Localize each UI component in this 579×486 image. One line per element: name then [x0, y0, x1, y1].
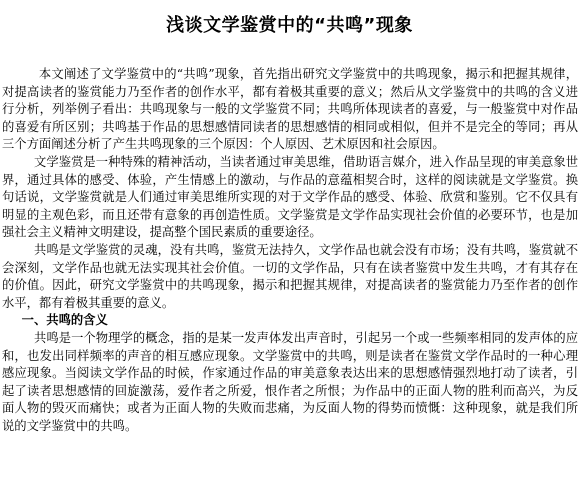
- document-title: 浅谈文学鉴赏中的“共鸣”现象: [166, 15, 413, 36]
- document-body: [2, 66, 578, 435]
- section-heading: 一、共鸣的含义: [21, 313, 108, 328]
- section-paragraph: 共鸣是一个物理学的概念，指的是某一发声体发出声音时，引起另一个或一些频率相同的发声体的应和，也发出同样频率的声音的相互感应现象。文学鉴赏中的共鸣，则是读者在鉴赏文学作品时的一种心理感应现象。当阅读文学作品的时候，作家通过作品的审美意象表达出来的思想感情强烈地打动了读者，引起了读者思想感情的回旋激荡，爱作者之所爱，恨作者之所恨；为作品中的正面人物的胜利而高兴，为反面人物的毁灭而痛快；或者为正面人物的失败而悲痛，为反面人物的得势而愤慨：这种现象，就是我们所说的文学鉴赏中的共鸣。: [2, 330, 578, 433]
- body-paragraph: 文学鉴赏是一种特殊的精神活动，当读者通过审美思维，借助语言媒介，进入作品呈现的审美意象世界，通过具体的感受、体验，产生情感上的激动，与作品的意蕴相契合时，这样的阅读就是文学鉴赏。换句话说，文学鉴赏就是人们通过审美思维所实现的对于文学作品的感受、体验、欣赏和鉴别。它不仅具有明显的主观色彩，而且还带有意象的再创造性质。文学鉴赏是文学作品实现社会价值的必要环节，也是加强社会主义精神文明建设，提高整个国民素质的重要途径。: [2, 154, 578, 240]
- body-paragraph: 共鸣是文学鉴赏的灵魂，没有共鸣，鉴赏无法持久，文学作品也就会没有市场；没有共鸣，鉴赏就不会深刻，文学作品也就无法实现其社会价值。一切的文学作品，只有在读者鉴赏中发生共鸣，才有其存在的价值。因此，研究文学鉴赏中的共鸣现象，揭示和把握其规律，对提高读者的鉴赏能力乃至作者的创作水平，都有着极其重要的意义。: [2, 242, 578, 310]
- abstract-paragraph: 本文阐述了文学鉴赏中的“共鸣”现象，首先指出研究文学鉴赏中的共鸣现象，揭示和把握其规律，对提高读者的鉴赏能力乃至作者的创作水平，都有着极其重要的意义；然后从文学鉴赏中的共鸣的含义进行分析，列举例子看出：共鸣现象与一般的文学鉴赏不同；共鸣所体现读者的喜爱，与一般鉴赏中对作品的喜爱有所区别；共鸣基于作品的思想感情同读者的思想感情的相同或相似，但并不是完全的等同；再从三个方面阐述分析了产生共鸣现象的三个原因：个人原因、艺术原因和社会原因。: [2, 67, 578, 152]
